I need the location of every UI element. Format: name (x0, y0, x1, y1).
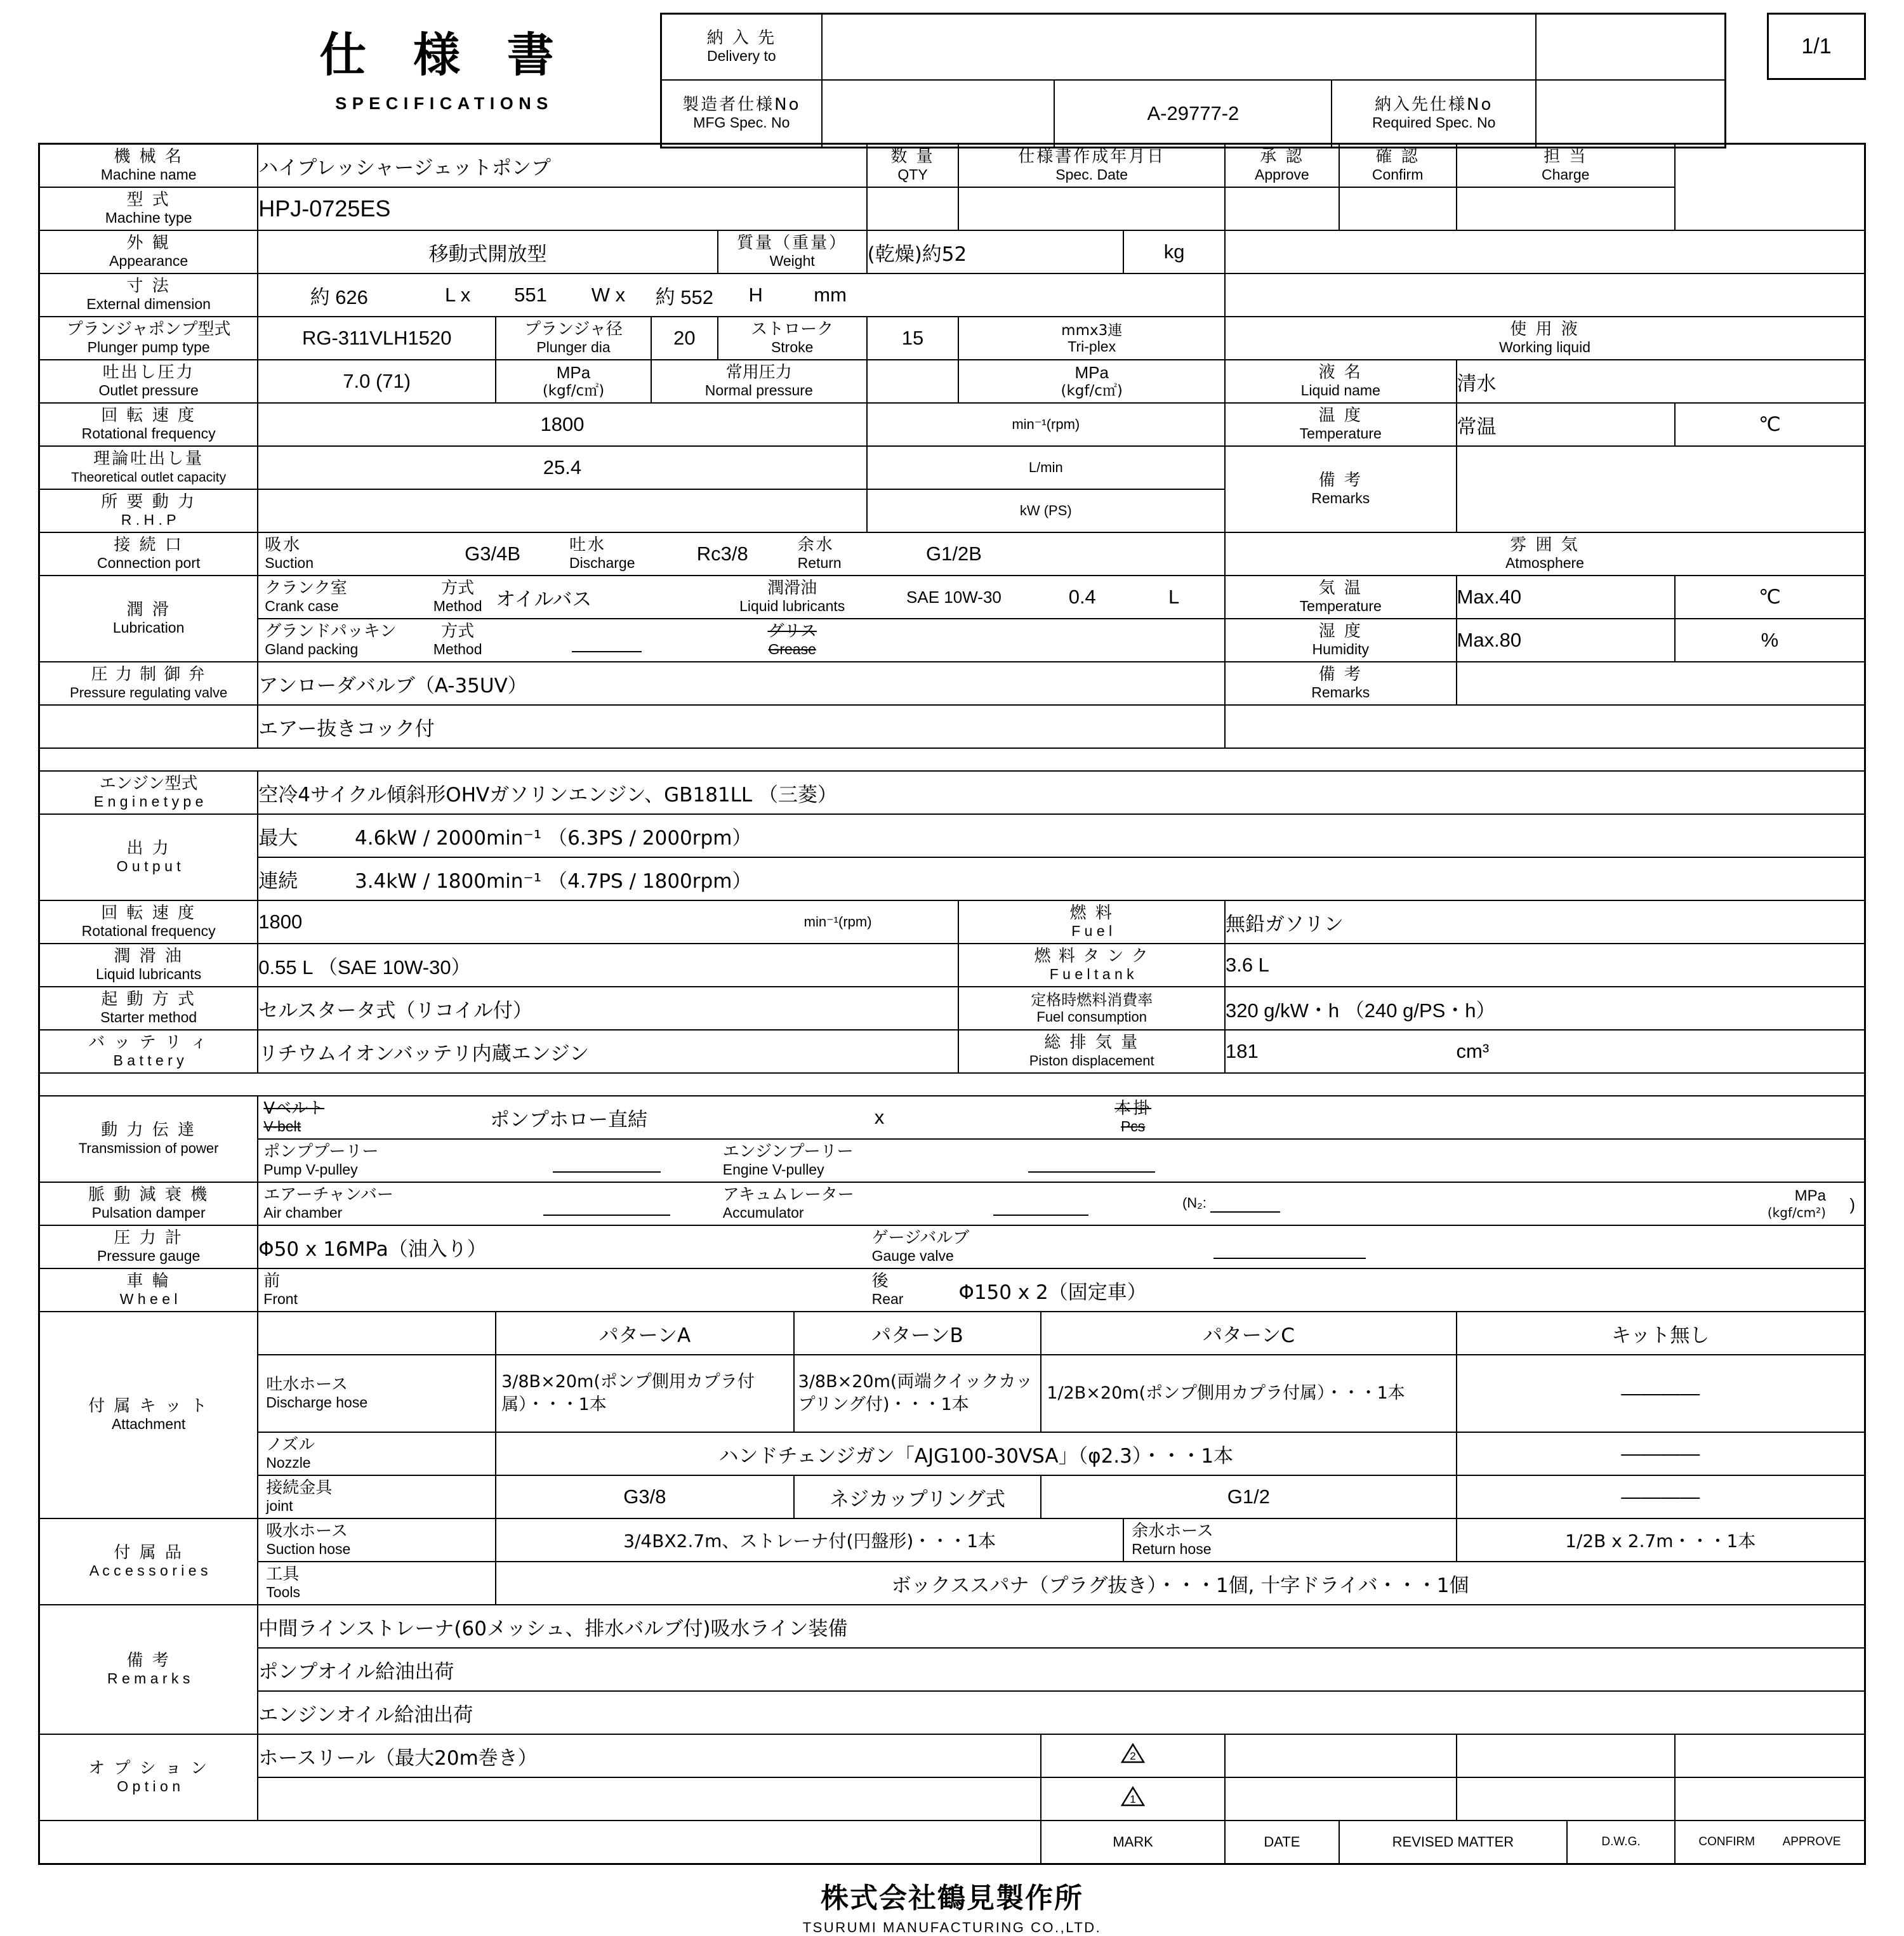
fuel-tank-value: 3.6 L (1225, 944, 1865, 987)
delivery-to-label: 納 入 先 Delivery to (661, 14, 822, 81)
suction-label: 吸水 Suction (258, 532, 420, 576)
svg-text:1: 1 (1130, 1793, 1136, 1805)
plunger-pump-type-label: プランジャポンプ型式 Plunger pump type (39, 317, 258, 360)
row-engine-rotational (39, 900, 1865, 944)
pulsation-damper-label: 脈 動 減 衰 機 Pulsation damper (39, 1182, 258, 1225)
pulsation-unit: MPa (kgf/cm²) ) (1339, 1182, 1865, 1225)
machine-name-value: ハイプレッシャージェットポンプ (258, 144, 866, 188)
outlet-pressure-label: 吐出し圧力 Outlet pressure (39, 360, 258, 403)
row-engine-type (39, 771, 1865, 814)
row-rotational-frequency (39, 403, 1865, 446)
gauge-valve-label: ゲージバルブ Gauge valve (867, 1225, 1124, 1268)
mfg-spec-value: A-29777-2 (1054, 80, 1332, 148)
revision-mark-header: MARK (1041, 1821, 1225, 1864)
rotational-frequency-unit: min⁻¹(rpm) (867, 403, 1225, 446)
engine-rotational-unit: min⁻¹(rpm) (718, 900, 959, 944)
dim-length-unit: L x (420, 273, 496, 317)
output-cont-label: 連続 (258, 869, 298, 893)
pressure-gauge-value: Φ50 x 16MPa（油入り） (258, 1225, 866, 1268)
charge-value (1457, 187, 1675, 230)
atmosphere-header: 雰 囲 気 Atmosphere (1225, 532, 1865, 576)
temperature-unit: ℃ (1675, 403, 1865, 446)
row-accessories-suction (39, 1518, 1865, 1562)
remarks3-label: 備 考 R e m a r k s (39, 1605, 258, 1734)
approve-value (1225, 187, 1339, 230)
delivery-to-value (822, 14, 1536, 81)
liquid-lubricants-value: SAE 10W-30 (867, 576, 1041, 619)
row-remarks-3 (39, 1691, 1865, 1734)
row-machine-name (39, 144, 1865, 188)
liquid-name-label: 液 名 Liquid name (1225, 360, 1457, 403)
spacer-row-1 (39, 748, 1865, 771)
warning-triangle-icon-1 (1121, 1786, 1145, 1807)
lubricant-amount: 0.4 (1041, 576, 1123, 619)
rhp-value (258, 489, 866, 532)
air-chamber-label: エアーチャンバー Air chamber (258, 1182, 496, 1225)
mfg-spec-label: 製造者仕様No MFG Spec. No (661, 80, 822, 148)
return-hose-label: 余水ホース Return hose (1123, 1518, 1456, 1562)
revision-mark-1 (1041, 1777, 1225, 1821)
pcs-label: 本掛 Pcs (1041, 1096, 1225, 1139)
piston-displacement-value: 181 (1225, 1030, 1457, 1073)
discharge-hose-pattern-a: 3/8B×20m(ポンプ側用カプラ付属）・・・1本 (496, 1355, 794, 1432)
row-remarks-2 (39, 1648, 1865, 1691)
revision-date-header: DATE (1225, 1821, 1339, 1864)
nozzle-label: ノズル Nozzle (258, 1432, 496, 1475)
transmission-blank (1225, 1096, 1865, 1139)
crank-method-label: 方式 Method (420, 576, 496, 619)
option-value: ホースリール（最大20m巻き） (258, 1734, 1041, 1777)
normal-pressure-value (867, 360, 959, 403)
battery-value: リチウムイオンバッテリ内蔵エンジン (258, 1030, 958, 1073)
air-temperature-unit: ℃ (1675, 576, 1865, 619)
discharge-hose-no-kit: ―――― (1457, 1355, 1865, 1432)
engine-rotational-label: 回 転 速 度 Rotational frequency (39, 900, 258, 944)
row-pressure-regulating-valve (39, 662, 1865, 705)
starter-method-value: セルスタータ式（リコイル付） (258, 987, 958, 1030)
charge-label: 担 当 Charge (1457, 144, 1675, 188)
header-spec-table (660, 13, 1726, 148)
row-pulleys (39, 1139, 1865, 1182)
starter-method-label: 起 動 方 式 Starter method (39, 987, 258, 1030)
n2-label (1123, 1182, 1339, 1225)
transmission-label: 動 力 伝 達 Transmission of power (39, 1096, 258, 1182)
row-pressure-gauge (39, 1225, 1865, 1268)
weight-unit: kg (1123, 230, 1225, 273)
row-outlet-pressure (39, 360, 1865, 403)
row-attachment-header (39, 1312, 1865, 1355)
spec-date-value (958, 187, 1225, 230)
suction-value: G3/4B (420, 532, 565, 576)
revision-dwg-header: D.W.G. (1567, 1821, 1675, 1864)
discharge-value: Rc3/8 (651, 532, 794, 576)
dim-height-value: 約 552 (651, 273, 718, 317)
remarks3-line2: ポンプオイル給油出荷 (258, 1648, 1865, 1691)
transmission-x: x (718, 1096, 1041, 1139)
grease-label: グリス Grease (718, 619, 867, 662)
confirm-value (1339, 187, 1457, 230)
engine-pulley-value (958, 1139, 1225, 1182)
battery-label: バ ッ テ リ ィ B a t t e r y (39, 1030, 258, 1073)
plunger-unit: mmx3連 Tri-plex (958, 317, 1225, 360)
svg-text:2: 2 (1130, 1750, 1136, 1762)
normal-pressure-label: 常用圧力 Normal pressure (651, 360, 867, 403)
output-label: 出 力 O u t p u t (39, 814, 258, 900)
dim-length-value: 約 626 (258, 273, 420, 317)
appearance-value: 移動式開放型 (258, 230, 717, 273)
revision-date-2 (1225, 1734, 1457, 1777)
nozzle-value: ハンドチェンジガン「AJG100-30VSA」（φ2.3）・・・1本 (496, 1432, 1456, 1475)
joint-pattern-a: G3/8 (496, 1475, 794, 1518)
fuel-label: 燃 料 F u e l (958, 900, 1225, 944)
return-hose-value: 1/2B x 2.7m・・・1本 (1457, 1518, 1865, 1562)
joint-no-kit: ―――― (1457, 1475, 1865, 1518)
pressure-regulating-valve-label: 圧 力 制 御 弁 Pressure regulating valve (39, 662, 258, 705)
row-output-max (39, 814, 1865, 857)
dim-unit: mm (794, 273, 867, 317)
pattern-b-header: パターンB (794, 1312, 1041, 1355)
pressure-regulating-valve-value: アンローダバルブ（A-35UV） (258, 662, 1225, 705)
qty-label: 数 量 QTY (867, 144, 959, 188)
spacer-row-2 (39, 1073, 1865, 1096)
remarks3-line3: エンジンオイル給油出荷 (258, 1691, 1865, 1734)
n2-close-paren: ) (1849, 1194, 1855, 1214)
pattern-a-header: パターンA (496, 1312, 794, 1355)
row-option (39, 1734, 1865, 1777)
prv-blank (1225, 705, 1865, 748)
remarks1-label: 備 考 Remarks (1225, 446, 1457, 532)
option-value-blank (258, 1777, 1041, 1821)
document-header (38, 13, 1866, 143)
revision-dwg-1 (1675, 1777, 1865, 1821)
row-appearance (39, 230, 1865, 273)
spec-date-label: 仕様書作成年月日 Spec. Date (958, 144, 1225, 188)
warning-triangle-icon-2 (1121, 1742, 1145, 1764)
remarks2-label: 備 考 Remarks (1225, 662, 1457, 705)
connection-port-label: 接 続 口 Connection port (39, 532, 258, 576)
row-discharge-hose (39, 1355, 1865, 1432)
front-value (420, 1268, 866, 1312)
air-temperature-label: 気 温 Temperature (1225, 576, 1457, 619)
revision-matter-header: REVISED MATTER (1339, 1821, 1567, 1864)
engine-lub-label: 潤 滑 油 Liquid lubricants (39, 944, 258, 987)
dim-width-unit: W x (565, 273, 651, 317)
machine-name-label: 機 械 名 Machine name (39, 144, 258, 188)
revision-matter-2 (1457, 1734, 1675, 1777)
qty-value (867, 187, 959, 230)
pressure-regulating-valve-value2: エアー抜きコック付 (258, 705, 1225, 748)
revision-confirm-header (1675, 1821, 1865, 1864)
main-spec-table (38, 143, 1866, 1865)
outlet-pressure-value: 7.0 (71) (258, 360, 496, 403)
weight-label: 質量（重量） Weight (718, 230, 867, 273)
company-name-en: TSURUMI MANUFACTURING CO.,LTD. (802, 1920, 1102, 1935)
engine-rotational-value: 1800 (258, 900, 717, 944)
transmission-value: ポンプホロー直結 (420, 1096, 718, 1139)
crank-method-value: オイルバス (496, 576, 718, 619)
remarks2-value (1457, 662, 1865, 705)
revision-confirm-text: CONFIRM (1698, 1835, 1755, 1848)
row-accessories-tools (39, 1562, 1865, 1605)
engine-type-label: エンジン型式 E n g i n e t y p e (39, 771, 258, 814)
row-option-2 (39, 1777, 1865, 1821)
suction-hose-label: 吸水ホース Suction hose (258, 1518, 496, 1562)
humidity-value: Max.80 (1457, 619, 1675, 662)
piston-displacement-unit: cm³ (1457, 1030, 1865, 1073)
row-transmission (39, 1096, 1865, 1139)
gland-method-label: 方式 Method (420, 619, 496, 662)
document-title (292, 18, 597, 114)
revision-matter-1 (1457, 1777, 1675, 1821)
lubrication-label: 潤 滑 Lubrication (39, 576, 258, 662)
row-battery (39, 1030, 1865, 1073)
connection-blank (1041, 532, 1225, 576)
stroke-value: 15 (867, 317, 959, 360)
title-english: SPECIFICATIONS (335, 94, 553, 113)
theoretical-outlet-unit: L/min (867, 446, 1225, 489)
rhp-unit: kW (PS) (867, 489, 1225, 532)
row-starter-method (39, 987, 1865, 1030)
fuel-value: 無鉛ガソリン (1225, 900, 1865, 944)
joint-pattern-c: G1/2 (1041, 1475, 1456, 1518)
machine-type-label: 型 式 Machine type (39, 187, 258, 230)
humidity-label: 湿 度 Humidity (1225, 619, 1457, 662)
rear-value: Φ150 x 2（固定車） (958, 1268, 1865, 1312)
discharge-label: 吐水 Discharge (565, 532, 651, 576)
pulley-blank (1225, 1139, 1865, 1182)
joint-pattern-b: ネジカップリング式 (794, 1475, 1041, 1518)
return-label: 余水 Return (794, 532, 867, 576)
humidity-unit: % (1675, 619, 1865, 662)
required-spec-label: 納入先仕様No Required Spec. No (1332, 80, 1535, 148)
stroke-label: ストローク Stroke (718, 317, 867, 360)
attachment-label: 付 属 キ ッ ト Attachment (39, 1312, 258, 1518)
outlet-pressure-unit: MPa (kgf/c㎡) (496, 360, 651, 403)
plunger-dia-label: プランジャ径 Plunger dia (496, 317, 651, 360)
revision-dwg-2 (1675, 1734, 1865, 1777)
row-joint (39, 1475, 1865, 1518)
external-dimension-label: 寸 法 External dimension (39, 273, 258, 317)
fuel-consumption-value: 320 g/kW・h （240 g/PS・h） (1225, 987, 1865, 1030)
row-revision-header (39, 1821, 1865, 1864)
pump-pulley-value (496, 1139, 718, 1182)
output-max-value: 4.6kW / 2000min⁻¹ （6.3PS / 2000rpm） (355, 826, 752, 850)
machine-type-value: HPJ-0725ES (258, 187, 866, 230)
joint-label: 接続金具 joint (258, 1475, 496, 1518)
pattern-c-header: パターンC (1041, 1312, 1456, 1355)
rotational-frequency-value: 1800 (258, 403, 866, 446)
theoretical-outlet-label: 理論吐出し量 Theoretical outlet capacity (39, 446, 258, 489)
output-max-label: 最大 (258, 826, 298, 850)
output-max (258, 814, 1865, 857)
output-continuous (258, 857, 1865, 900)
revision-approve-text: APPROVE (1782, 1835, 1841, 1848)
page-number: 1/1 (1767, 13, 1866, 80)
weight-value: (乾燥)約52 (867, 230, 1124, 273)
row-machine-type (39, 187, 1865, 230)
piston-displacement-label: 総 排 気 量 Piston displacement (958, 1030, 1225, 1073)
confirm-label: 確 認 Confirm (1339, 144, 1457, 188)
approve-label: 承 認 Approve (1225, 144, 1339, 188)
dim-blank (867, 273, 1124, 317)
engine-lub-value: 0.55 L （SAE 10W-30） (258, 944, 958, 987)
gauge-valve-value (1123, 1225, 1456, 1268)
row-plunger-pump-type (39, 317, 1865, 360)
attachment-blank-header (258, 1312, 496, 1355)
row-lubrication-gland (39, 619, 1865, 662)
gauge-blank (1457, 1225, 1865, 1268)
vbelt-label: Vベルト V-belt (258, 1096, 420, 1139)
crank-case-label: クランク室 Crank case (258, 576, 420, 619)
tools-value: ボックススパナ（プラグ抜き）・・・1個, 十字ドライバ・・・1個 (496, 1562, 1865, 1605)
fuel-consumption-label: 定格時燃料消費率 Fuel consumption (958, 987, 1225, 1030)
wheel-label: 車 輪 W h e e l (39, 1268, 258, 1312)
dim-height-unit: H (718, 273, 794, 317)
accumulator-value (958, 1182, 1123, 1225)
plunger-dia-value: 20 (651, 317, 718, 360)
blank-cell-b (1225, 273, 1865, 317)
no-kit-header: キット無し (1457, 1312, 1865, 1355)
plunger-pump-type-value: RG-311VLH1520 (258, 317, 496, 360)
gland-method-value (496, 619, 718, 662)
company-name-jp: 株式会社鶴見製作所 (821, 1882, 1083, 1914)
rhp-label: 所 要 動 力 R . H . P (39, 489, 258, 532)
normal-pressure-unit: MPa (kgf/c㎡) (958, 360, 1225, 403)
temperature-label: 温 度 Temperature (1225, 403, 1457, 446)
liquid-name-value: 清水 (1457, 360, 1865, 403)
row-pulsation-damper (39, 1182, 1865, 1225)
row-pressure-regulating-valve-2 (39, 705, 1865, 748)
working-liquid-header: 使 用 液 Working liquid (1225, 317, 1865, 360)
theoretical-outlet-value: 25.4 (258, 446, 866, 489)
rear-label: 後 Rear (867, 1268, 959, 1312)
pump-pulley-label: ポンププーリー Pump V-pulley (258, 1139, 496, 1182)
front-label: 前 Front (258, 1268, 420, 1312)
suction-hose-value: 3/4BX2.7m、ストレーナ付(円盤形)・・・1本 (496, 1518, 1123, 1562)
row-engine-lubricants (39, 944, 1865, 987)
remarks3-line1: 中間ラインストレーナ(60メッシュ、排水バルブ付)吸水ライン装備 (258, 1605, 1865, 1648)
dim-blank2 (1123, 273, 1225, 317)
n2-text: (N₂: (1182, 1195, 1207, 1211)
document-footer (38, 1875, 1866, 1936)
option-label: オ プ シ ョ ン O p t i o n (39, 1734, 258, 1821)
discharge-hose-pattern-c: 1/2B×20m(ポンプ側用カプラ付属）・・・1本 (1041, 1355, 1456, 1432)
appearance-label: 外 観 Appearance (39, 230, 258, 273)
revision-blank (39, 1821, 1041, 1864)
revision-mark-2 (1041, 1734, 1225, 1777)
blank-cell-a (1225, 230, 1865, 273)
required-spec-value (1536, 80, 1726, 148)
return-value: G1/2B (867, 532, 1041, 576)
discharge-hose-pattern-b: 3/8B×20m(両端クイックカップリング付)・・・1本 (794, 1355, 1041, 1432)
prv-label-cont (39, 705, 258, 748)
row-external-dimension (39, 273, 1865, 317)
discharge-hose-label: 吐水ホース Discharge hose (258, 1355, 496, 1432)
air-temperature-value: Max.40 (1457, 576, 1675, 619)
liquid-lubricants-label: 潤滑油 Liquid lubricants (718, 576, 867, 619)
revision-date-1 (1225, 1777, 1457, 1821)
row-lubrication-crank (39, 576, 1865, 619)
temperature-value: 常温 (1457, 403, 1675, 446)
lubricant-amount-unit: L (1123, 576, 1225, 619)
dim-width-value: 551 (496, 273, 565, 317)
air-chamber-value (496, 1182, 718, 1225)
row-connection-port (39, 532, 1865, 576)
accumulator-label: アキュムレーター Accumulator (718, 1182, 959, 1225)
row-remarks-1 (39, 1605, 1865, 1648)
row-nozzle (39, 1432, 1865, 1475)
rotational-frequency-label: 回 転 速 度 Rotational frequency (39, 403, 258, 446)
row-output-cont (39, 857, 1865, 900)
accessories-label: 付 属 品 A c c e s s o r i e s (39, 1518, 258, 1605)
mfg-spec-blank (822, 80, 1055, 148)
gland-packing-label: グランドパッキン Gland packing (258, 619, 420, 662)
engine-type-value: 空冷4サイクル傾斜形OHVガソリンエンジン、GB181LL （三菱） (258, 771, 1865, 814)
gland-blank (867, 619, 1225, 662)
row-theoretical-outlet (39, 446, 1865, 489)
pressure-gauge-label: 圧 力 計 Pressure gauge (39, 1225, 258, 1268)
engine-pulley-label: エンジンプーリー Engine V-pulley (718, 1139, 959, 1182)
remarks1-value (1457, 446, 1865, 532)
nozzle-no-kit: ―――― (1457, 1432, 1865, 1475)
tools-label: 工具 Tools (258, 1562, 496, 1605)
title-japanese: 仕 様 書 (319, 28, 569, 82)
fuel-tank-label: 燃 料 タ ン ク F u e l t a n k (958, 944, 1225, 987)
row-wheel (39, 1268, 1865, 1312)
output-cont-value: 3.4kW / 1800min⁻¹ （4.7PS / 1800rpm） (355, 869, 752, 893)
